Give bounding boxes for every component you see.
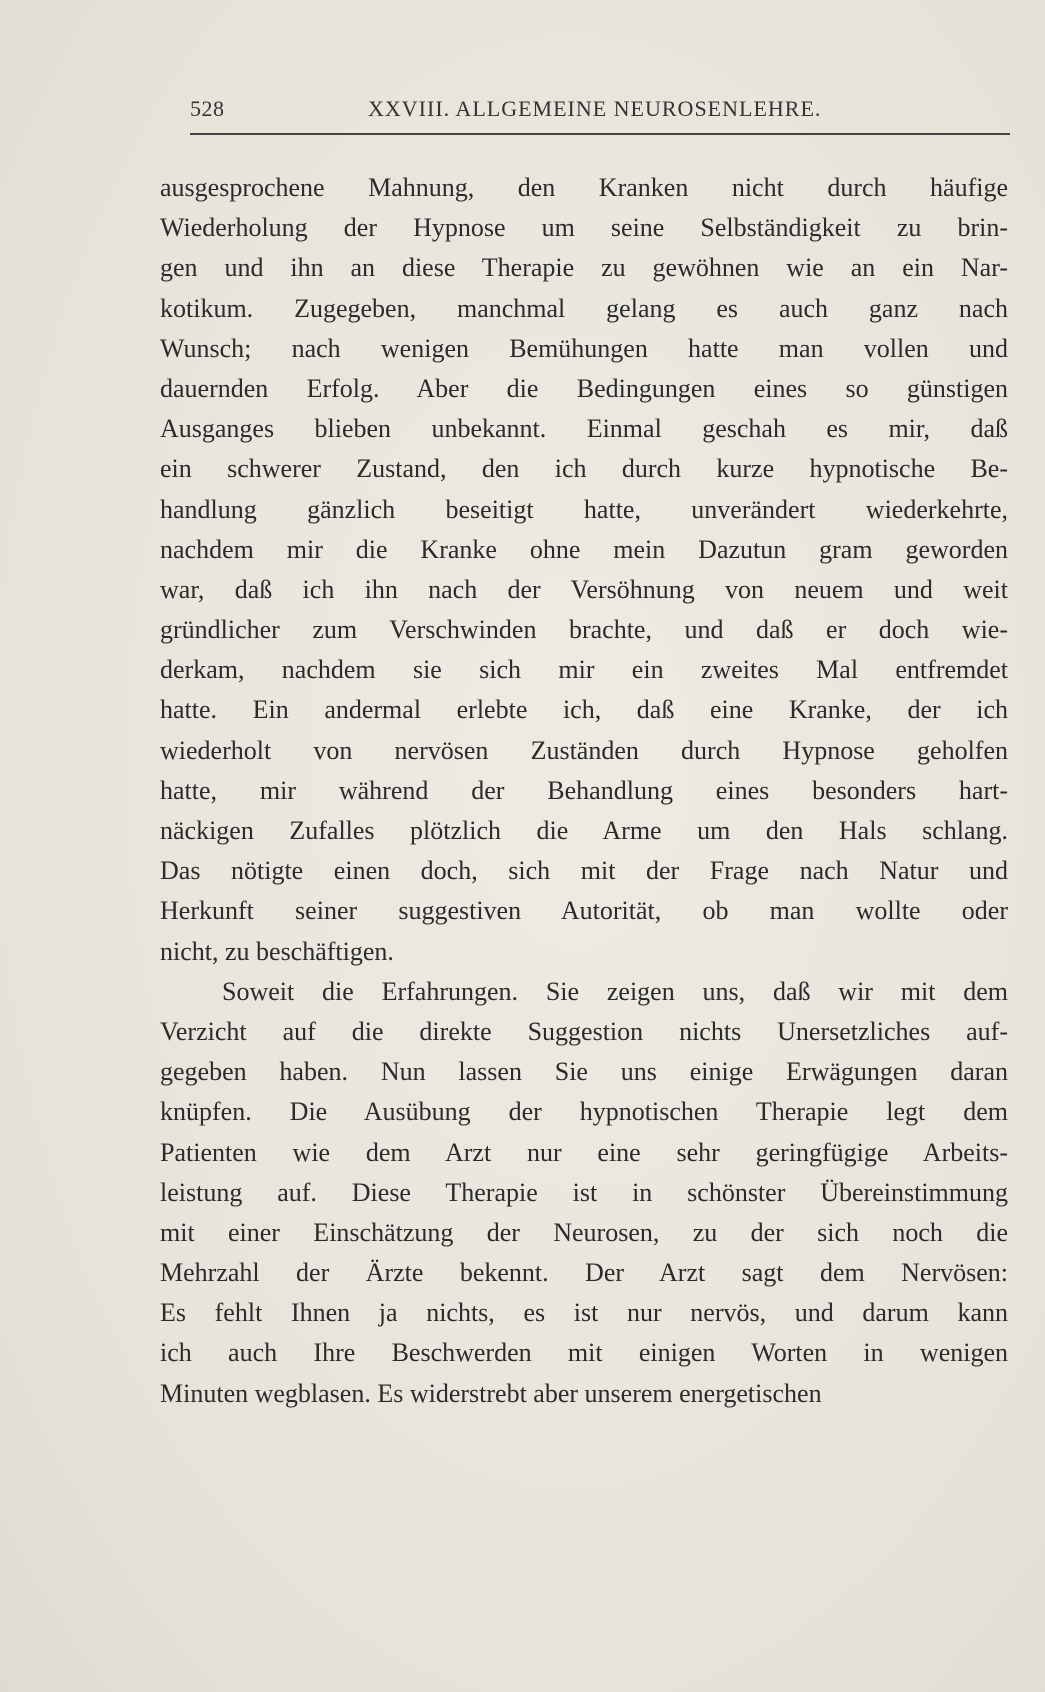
- text-line: Verzicht auf die direkte Suggestion nichts Unersetzliches auf-: [160, 1016, 1008, 1046]
- text-line: Patienten wie dem Arzt nur eine sehr geringfügige Arbeits-: [160, 1137, 1008, 1167]
- text-line: gen und ihn an diese Therapie zu gewöhnen wie an ein Nar-: [160, 253, 1008, 283]
- text-line: Mehrzahl der Ärzte bekennt. Der Arzt sagt dem Nervösen:: [160, 1258, 1008, 1288]
- text-line: ein schwerer Zustand, den ich durch kurze hypnotische Be-: [160, 454, 1008, 484]
- text-line: näckigen Zufalles plötzlich die Arme um den Hals schlang.: [160, 816, 1008, 845]
- text-line: mit einer Einschätzung der Neurosen, zu der sich noch die: [160, 1217, 1008, 1247]
- text-line: Wiederholung der Hypnose um seine Selbständigkeit zu brin-: [160, 213, 1008, 243]
- text-line: ausgesprochene Mahnung, den Kranken nicht durch häufige: [160, 173, 1008, 202]
- paragraph-1: [160, 168, 1008, 972]
- text-line: leistung auf. Diese Therapie ist in schönster Übereinstimmung: [160, 1177, 1008, 1207]
- text-line: Das nötigte einen doch, sich mit der Frage nach Natur und: [160, 856, 1008, 886]
- text-line: war, daß ich ihn nach der Versöhnung von neuem und weit: [160, 574, 1008, 604]
- paragraph-2: [160, 972, 1008, 1414]
- text-line: ich auch Ihre Beschwerden mit einigen Worten in wenigen: [160, 1338, 1008, 1368]
- text-line: wiederholt von nervösen Zuständen durch Hypnose geholfen: [160, 735, 1008, 765]
- text-line: Minuten wegblasen. Es widerstrebt aber unserem energetischen: [160, 1378, 822, 1408]
- text-line: dauernden Erfolg. Aber die Bedingungen eines so günstigen: [160, 373, 1008, 403]
- text-line: Soweit die Erfahrungen. Sie zeigen uns, daß wir mit dem: [222, 976, 1008, 1006]
- running-title: XXVIII. ALLGEMEINE NEUROSENLEHRE.: [368, 96, 822, 121]
- text-line: Herkunft seiner suggestiven Autorität, ob man wollte oder: [160, 896, 1008, 926]
- text-line: hatte. Ein andermal erlebte ich, daß eine Kranke, der ich: [160, 695, 1008, 725]
- text-line: nicht, zu beschäftigen.: [160, 936, 394, 966]
- text-line: hatte, mir während der Behandlung eines besonders hart-: [160, 775, 1008, 805]
- text-line: gründlicher zum Verschwinden brachte, und daß er doch wie-: [160, 615, 1008, 645]
- text-line: gegeben haben. Nun lassen Sie uns einige Erwägungen daran: [160, 1057, 1008, 1087]
- text-line: Ausganges blieben unbekannt. Einmal geschah es mir, daß: [160, 414, 1008, 444]
- text-line: Wunsch; nach wenigen Bemühungen hatte man vollen und: [160, 333, 1008, 363]
- page-number: 528: [190, 96, 225, 121]
- header-rule: [190, 133, 1010, 135]
- text-line: knüpfen. Die Ausübung der hypnotischen Therapie legt dem: [160, 1097, 1008, 1127]
- text-line: derkam, nachdem sie sich mir ein zweites Mal entfremdet: [160, 655, 1008, 685]
- text-line: handlung gänzlich beseitigt hatte, unverändert wiederkehrte,: [160, 494, 1008, 524]
- running-head: [190, 96, 1010, 130]
- text-line: nachdem mir die Kranke ohne mein Dazutun gram geworden: [160, 534, 1008, 564]
- body-text: [160, 168, 1008, 1414]
- text-line: kotikum. Zugegeben, manchmal gelang es auch ganz nach: [160, 293, 1008, 323]
- text-line: Es fehlt Ihnen ja nichts, es ist nur nervös, und darum kann: [160, 1298, 1008, 1328]
